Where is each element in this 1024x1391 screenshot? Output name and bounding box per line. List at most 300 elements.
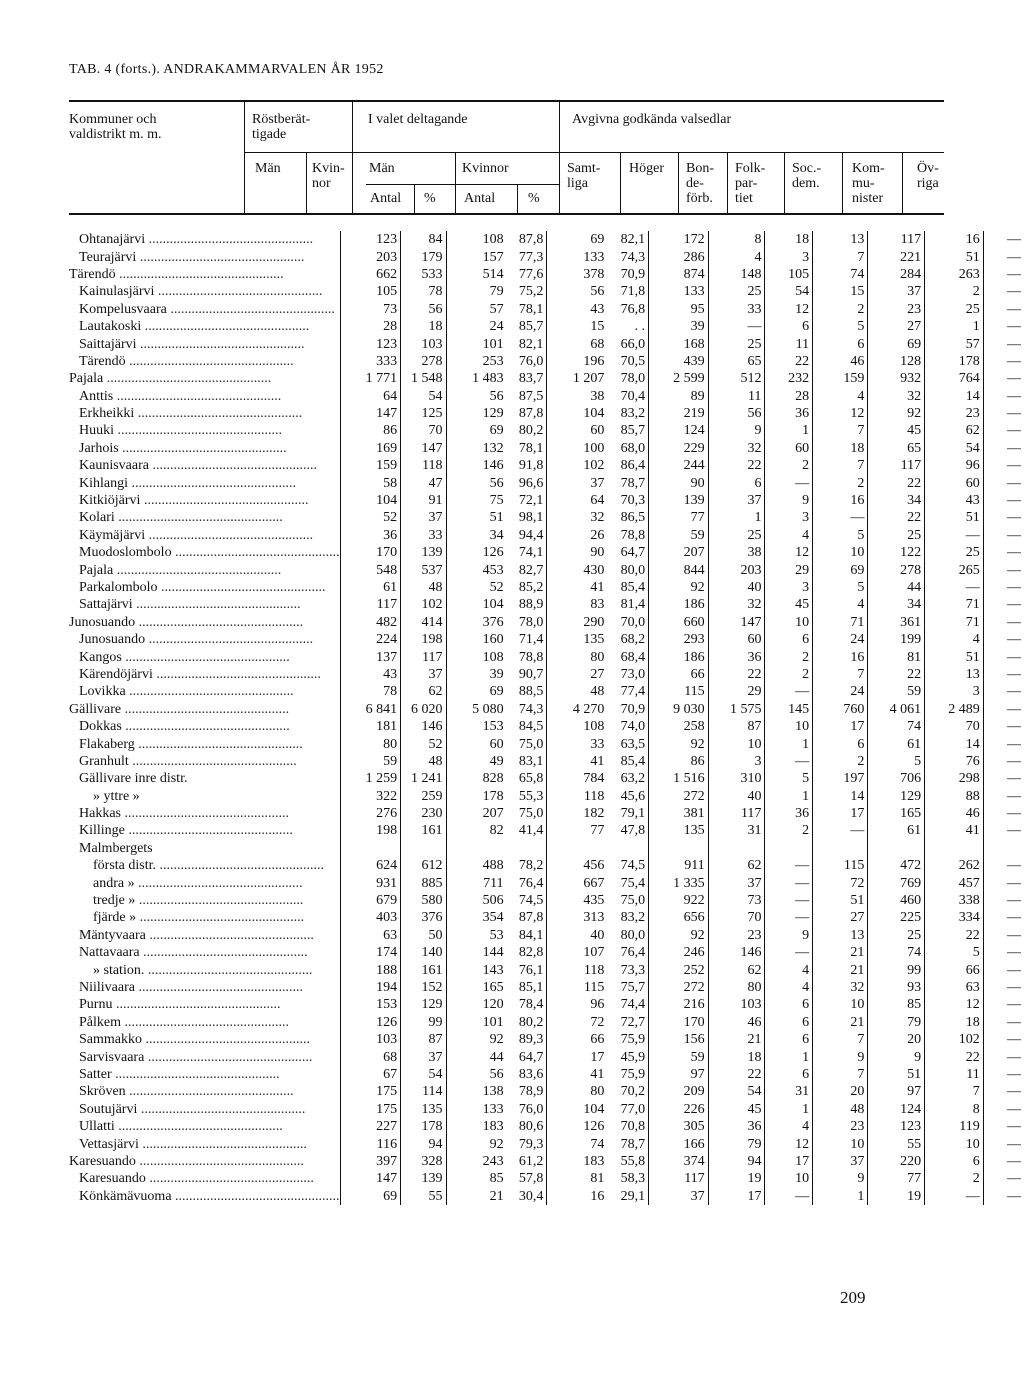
cell: — [765,1187,813,1204]
cell: 278 [401,353,446,370]
cell: 137 [340,648,401,665]
cell: 194 [340,979,401,996]
cell: 624 [340,857,401,874]
cell: 79 [708,1135,765,1152]
cell: 90 [590,545,605,561]
cell: 181 [340,718,401,735]
cell: — [1007,1066,1021,1082]
cell: 72,7 [607,1014,648,1031]
cell: 54 [708,1083,765,1100]
cell: 95 [649,301,709,318]
cell: 81,4 [607,596,648,613]
cell: 80,0 [607,561,648,578]
cell: 153 [482,719,504,735]
col-man2-header: Män [369,161,395,176]
cell: 51 [813,892,868,909]
cell: 1 483 [472,371,504,387]
cell: 40 [708,788,765,805]
cell: 117 [868,231,925,248]
cell: 71 [813,614,868,631]
col-kommuner-header [69,112,162,142]
cell: 94,4 [507,527,547,544]
cell: 246 [649,944,709,961]
row-name [69,1135,340,1152]
cell: 7 [813,422,868,439]
cell: 334 [925,909,984,926]
cell: 147 [340,405,401,422]
row-name [69,718,340,735]
cell: 126 [340,1014,401,1031]
cell: 96 [925,457,984,474]
cell: 25 [868,927,925,944]
cell: 397 [340,1153,401,1170]
cell: 83 [590,597,605,613]
cell: 75,0 [507,735,547,752]
cell: 5 080 [472,701,504,717]
cell: 376 [401,909,446,926]
cell: 61 [340,579,401,596]
cell: 16 [813,648,868,665]
cell: 66 [925,961,984,978]
cell: 5 [813,579,868,596]
cell: 147 [340,1170,401,1187]
cell: 143 [482,962,504,978]
row-label: Ullatti ..... [69,1118,283,1135]
cell: 68,0 [607,440,648,457]
cell: — [1007,249,1021,265]
row-label: Hakkas ..... [69,805,289,822]
cell: 51 [489,510,504,526]
row-label: Junosuando ..... [69,614,303,631]
cell: 82,8 [507,944,547,961]
cell: 27 [590,666,605,682]
col-samtliga-header [567,161,600,191]
cell: 764 [925,370,984,387]
row-label: Sarvisvaara ..... [69,1049,312,1066]
col-man-header: Män [255,161,281,176]
vrule [678,153,679,214]
table-row [69,979,1024,996]
cell: 224 [340,631,401,648]
cell: 77,0 [607,1101,648,1118]
cell: 87,8 [507,231,547,248]
cell: 23 [868,301,925,318]
cell: 57,8 [507,1170,547,1187]
cell: 844 [649,561,709,578]
row-name [69,422,340,439]
cell: 129 [482,406,504,422]
cell: 328 [401,1153,446,1170]
row-name [69,318,340,335]
cell: 148 [708,266,765,283]
row-name [69,788,340,805]
cell: 62 [708,961,765,978]
cell: 6 [765,996,813,1013]
cell: 209 [649,1083,709,1100]
cell: 932 [868,370,925,387]
cell: 76,0 [507,353,547,370]
cell: 69 [590,232,605,248]
cell: 2 [765,457,813,474]
cell: 161 [401,961,446,978]
cell: 144 [482,945,504,961]
cell: 116 [340,1135,401,1152]
cell: 63,2 [607,770,648,787]
cell: 60 [925,474,984,491]
cell: 105 [765,266,813,283]
cell: 39 [489,666,504,682]
cell: 24 [813,631,868,648]
cell: 73 [340,301,401,318]
cell: 16 [813,492,868,509]
cell: 103 [708,996,765,1013]
row-label: Kihlangi ..... [69,475,296,492]
row-name [69,1153,340,1170]
table-row [69,701,1024,718]
row-name [69,770,340,787]
col-valet-header: I valet deltagande [368,112,468,127]
cell: 23 [925,405,984,422]
cell: 30,4 [507,1187,547,1204]
cell: 146 [708,944,765,961]
cell: 32 [590,510,605,526]
row-label: Granhult ..... [69,753,297,770]
table-row [69,666,1024,683]
cell: 39 [649,318,709,335]
col-kvinnor-header [312,161,345,191]
cell: 159 [813,370,868,387]
cell: — [1007,927,1021,943]
cell: 22 [708,666,765,683]
cell: 70,0 [607,614,648,631]
cell: 74,0 [607,718,648,735]
cell: 10 [765,718,813,735]
cell: 3 [765,509,813,526]
cell: 41,4 [507,822,547,839]
cell: 374 [649,1153,709,1170]
cell: 76,4 [607,944,648,961]
cell [607,840,648,857]
vrule [455,153,456,214]
cell: 78,7 [607,474,648,491]
cell: 183 [583,1153,605,1169]
cell: 769 [868,874,925,891]
row-label: Tärendö ..... [69,266,284,283]
row-name [69,1031,340,1048]
cell: 76,1 [507,961,547,978]
cell: 5 [868,753,925,770]
cell: 2 [765,822,813,839]
cell: 20 [813,1083,868,1100]
cell: 5 [925,944,984,961]
cell: 43 [925,492,984,509]
row-name [69,631,340,648]
cell: 6 [708,474,765,491]
table-row [69,788,1024,805]
cell: 18 [765,231,813,248]
cell: — [1007,1014,1021,1030]
cell: 65 [708,353,765,370]
cell: 86 [649,753,709,770]
vrule [727,153,728,214]
cell: 94 [401,1135,446,1152]
cell: — [1007,1101,1021,1117]
cell: — [1007,545,1021,561]
cell: 56 [489,475,504,491]
row-name [69,857,340,874]
cell: 1 207 [572,371,605,387]
cell: 229 [649,440,709,457]
cell: 41 [590,580,605,595]
cell [401,840,446,857]
cell: 18 [925,1014,984,1031]
cell: 403 [340,909,401,926]
cell: 79,1 [607,805,648,822]
cell: 28 [765,388,813,405]
table-row [69,857,1024,874]
header-line: nister [852,191,884,206]
cell: 175 [340,1101,401,1118]
col-pct-header: % [424,191,436,206]
cell: 679 [340,892,401,909]
cell: 21 [708,1031,765,1048]
cell: 43 [590,301,605,317]
cell: 74 [868,718,925,735]
cell: 265 [925,561,984,578]
cell: 37 [649,1187,709,1204]
cell: 197 [813,770,868,787]
table-row [69,1135,1024,1152]
cell: — [1007,580,1021,595]
cell: 37 [868,283,925,300]
cell: 20 [868,1031,925,1048]
cell: 78,4 [507,996,547,1013]
cell: 91 [401,492,446,509]
table-row [69,735,1024,752]
cell: 10 [708,735,765,752]
cell: 133 [583,249,605,265]
row-label: Muodoslombolo ..... [69,544,340,561]
header-line: liga [567,176,588,191]
cell: 78 [340,683,401,700]
cell: 8 [925,1101,984,1118]
cell: 12 [925,996,984,1013]
cell: 76,8 [607,301,648,318]
cell: 78,2 [507,857,547,874]
cell: 77 [868,1170,925,1187]
cell: 156 [649,1031,709,1048]
row-label: Purnu ..... [69,996,280,1013]
row-name [69,544,340,561]
cell: 38 [708,544,765,561]
cell: 74,5 [507,892,547,909]
cell: 69 [813,561,868,578]
cell: 9 [813,1048,868,1065]
cell: 874 [649,266,709,283]
cell: 178 [925,353,984,370]
cell: 4 [925,631,984,648]
row-label: Skröven ..... [69,1083,294,1100]
cell: 32 [868,388,925,405]
cell: 92 [489,1032,504,1048]
cell: 27 [868,318,925,335]
table-row [69,996,1024,1013]
cell: 5 [765,770,813,787]
row-label: Karesuando ..... [69,1153,304,1170]
cell: 55,3 [507,788,547,805]
cell: — [1007,736,1021,752]
table-row [69,492,1024,509]
cell [983,840,1024,857]
row-label: andra » ..... [69,875,303,892]
cell: 77 [649,509,709,526]
cell: 12 [765,301,813,318]
cell: 6 [813,335,868,352]
cell: 284 [868,266,925,283]
table-row [69,405,1024,422]
header-line: par- [735,176,758,191]
header-pct-rule [366,184,560,185]
cell: 22 [868,666,925,683]
row-name [69,1187,340,1204]
cell: 286 [649,248,709,265]
cell: — [1007,353,1021,369]
cell: 33 [401,527,446,544]
cell: 435 [583,893,605,909]
cell: — [1007,979,1021,995]
row-name [69,335,340,352]
cell: 56 [708,405,765,422]
cell: 166 [649,1135,709,1152]
vrule [306,153,307,214]
cell: 29,1 [607,1187,648,1204]
cell: 79 [489,284,504,300]
header-line: tiet [735,191,753,206]
cell: 482 [340,614,401,631]
cell: 146 [401,718,446,735]
cell: 118 [583,788,605,804]
cell [446,840,507,857]
cell: 711 [483,875,504,891]
row-label: Sattajärvi ..... [69,596,301,613]
cell: — [1007,319,1021,335]
cell: 2 [925,283,984,300]
cell: 138 [482,1084,504,1100]
cell: — [1007,266,1021,282]
row-name [69,1101,340,1118]
table-row [69,1101,1024,1118]
cell: — [1007,893,1021,909]
vrule [244,100,245,214]
cell: 13 [925,666,984,683]
cell: 60 [708,631,765,648]
cell: 68,4 [607,648,648,665]
cell: 70,9 [607,701,648,718]
row-label: Erkheikki ..... [69,405,302,422]
cell: 10 [813,1135,868,1152]
cell: 80,2 [507,422,547,439]
cell: — [1007,753,1021,769]
row-name [69,961,340,978]
cell: 453 [482,562,504,578]
cell: 68 [340,1048,401,1065]
cell: 165 [482,979,504,995]
cell: 92 [868,405,925,422]
row-label: Satter ..... [69,1066,280,1083]
cell [507,840,547,857]
cell: — [765,474,813,491]
cell [340,840,401,857]
cell: — [1007,597,1021,613]
cell: 73,0 [607,666,648,683]
cell: — [1007,1136,1021,1152]
cell: 80,2 [507,1014,547,1031]
cell: 5 [813,527,868,544]
cell [925,840,984,857]
row-label: tredje » ..... [69,892,303,909]
cell: 85 [868,996,925,1013]
cell: 40 [708,579,765,596]
cell: 322 [340,788,401,805]
cell: 58 [340,474,401,491]
table-row [69,457,1024,474]
row-name [69,266,340,283]
cell: 63,5 [607,735,648,752]
cell: 122 [868,544,925,561]
cell: 78,1 [507,440,547,457]
cell: 220 [868,1153,925,1170]
cell: — [1007,788,1021,804]
row-label: Kärendöjärvi ..... [69,666,321,683]
cell: 74,1 [507,544,547,561]
cell: 160 [482,632,504,648]
cell: 1 [765,1048,813,1065]
cell: 86,5 [607,509,648,526]
table-row [69,631,1024,648]
cell: 74,4 [607,996,648,1013]
cell: 71,4 [507,631,547,648]
col-kom-header [852,161,885,206]
row-label: Kompelusvaara ..... [69,301,335,318]
cell: — [1007,475,1021,491]
cell: 6 [765,318,813,335]
cell: 76,4 [507,874,547,891]
cell: 108 [583,719,605,735]
cell: 52 [489,580,504,595]
cell: 84,5 [507,718,547,735]
cell: 69 [489,684,504,700]
cell: 2 [813,474,868,491]
cell: 6 [765,1014,813,1031]
cell: 27 [813,909,868,926]
cell: 14 [813,788,868,805]
cell: 123 [340,335,401,352]
cell: 37 [401,509,446,526]
cell: 124 [649,422,709,439]
cell: — [925,579,984,596]
cell: 41 [925,822,984,839]
cell: 81 [590,1171,605,1187]
cell: 101 [482,1014,504,1030]
row-label: Pajala ..... [69,370,271,387]
results-table [69,231,1024,1205]
row-label: Killinge ..... [69,822,293,839]
cell: 73 [708,892,765,909]
row-name [69,735,340,752]
cell: 662 [340,266,401,283]
cell: — [1007,945,1021,961]
header-line: Samt- [567,161,601,176]
